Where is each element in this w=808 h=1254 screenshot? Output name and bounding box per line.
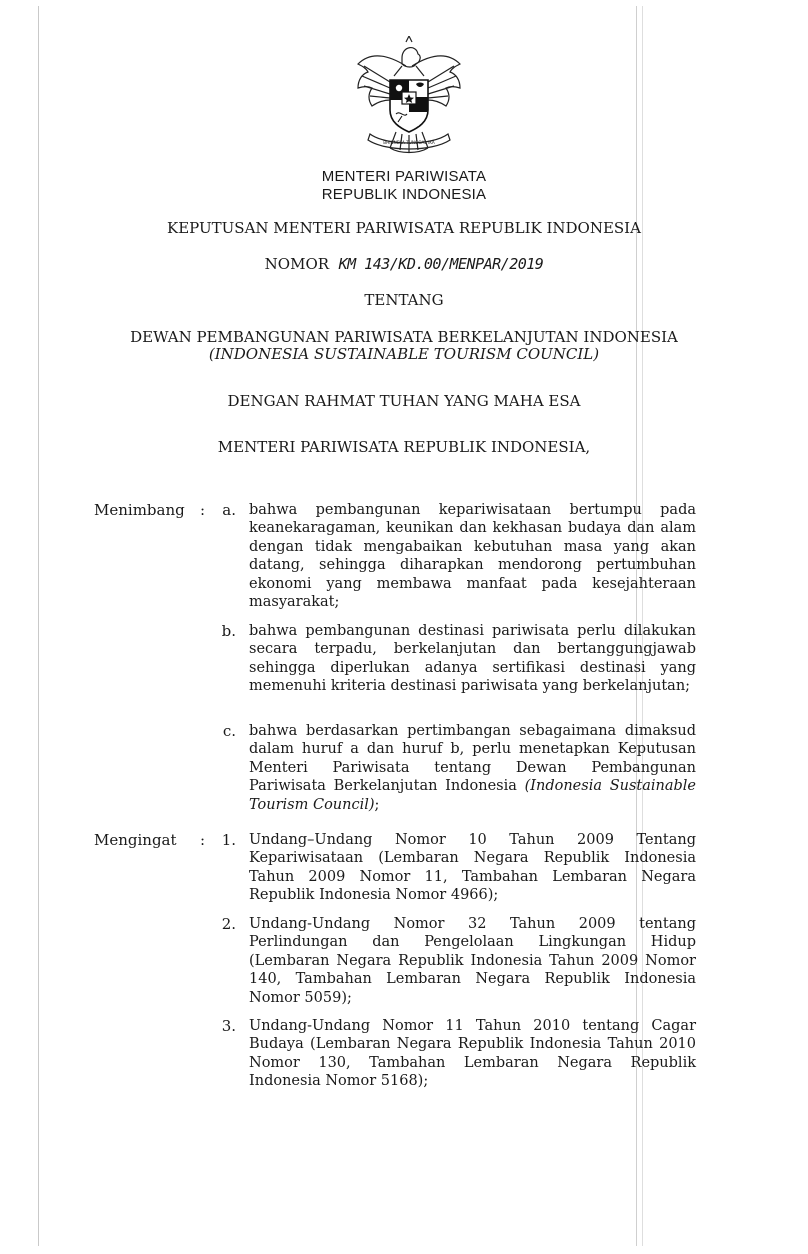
ministry-header [0, 168, 808, 204]
consideration-item-c-end: ; [374, 796, 380, 813]
blessing-line: DENGAN RAHMAT TUHAN YANG MAHA ESA [227, 392, 581, 410]
consideration-item-c-text: bahwa berdasarkan pertimbangan sebagaimana dimaksud dalam huruf a dan huruf b, perlu menetapkan Keputusan Menteri Pariwisata tentang Dewan Pembangunan Pariwisata Berkelanjutan Indonesia [249, 723, 696, 795]
legal-basis-item-3: Undang-Undang Nomor 11 Tahun 2010 tentang Cagar Budaya (Lembaran Negara Republik Indonesia Tahun 2010 Nomor 130, Tambahan Lembaran Negara Republik Indonesia Nomor 5168); [249, 1018, 696, 1090]
list-marker: 1. [221, 831, 236, 849]
garuda-pancasila-emblem-icon [350, 36, 468, 158]
decree-subject: DEWAN PEMBANGUNAN PARIWISATA BERKELANJUTAN INDONESIA [130, 328, 678, 346]
emblem-motto: BHINNEKA TUNGGAL IKA [383, 140, 435, 145]
list-marker: 3. [221, 1017, 236, 1035]
about-label: TENTANG [364, 291, 444, 309]
mengingat-colon: : [200, 831, 206, 849]
consideration-item-c-italic: (Indonesia Sustainable Tourism Council) [249, 778, 697, 813]
decree-number-handwritten: KM 143/KD.00/MENPAR/2019 [338, 255, 544, 273]
consideration-item-c [249, 722, 696, 814]
legal-basis-item-2: Undang-Undang Nomor 32 Tahun 2009 tentang Perlindungan dan Pengelolaan Lingkungan Hidup (Lembaran Negara Republik Indonesia Tahun 2009 Nomor 140, Tambahan Lembaran Negara Republik Indonesia Nomor 5059); [249, 916, 696, 1006]
list-marker: c. [222, 722, 236, 740]
decree-title: KEPUTUSAN MENTERI PARIWISATA REPUBLIK INDONESIA [167, 219, 641, 237]
menimbang-label: Menimbang [94, 501, 185, 519]
consideration-item-b: bahwa pembangunan destinasi pariwisata perlu dilakukan secara terpadu, berkelanjutan dan bertanggungjawab sehingga diperlukan adanya sertifikasi destinasi yang memenuhi kriteria destinasi pariwisata yang berkelanjutan; [249, 623, 696, 695]
issuer-line: MENTERI PARIWISATA REPUBLIK INDONESIA, [217, 438, 591, 456]
menimbang-colon: : [200, 501, 206, 519]
list-marker: a. [222, 501, 236, 519]
mengingat-label: Mengingat [94, 831, 177, 849]
consideration-item-a: bahwa pembangunan kepariwisataan bertumpu pada keanekaragaman, keunikan dan kekhasan budaya dan alam dengan tidak mengabaikan kebutuhan masa yang akan datang, sehingga diharapkan mendorong pertumbuhan ekonomi yang membawa manfaat pada kesejahteraan masyarakat; [249, 502, 696, 611]
decree-number-line [0, 255, 808, 273]
decree-number-label: NOMOR [264, 255, 330, 273]
republic-name: REPUBLIK INDONESIA [321, 186, 487, 203]
decree-subject-english: (INDONESIA SUSTAINABLE TOURISM COUNCIL) [208, 345, 600, 363]
list-marker: b. [221, 622, 236, 640]
ministry-name: MENTERI PARIWISATA [321, 168, 487, 185]
legal-basis-item-1: Undang–Undang Nomor 10 Tahun 2009 Tentang Kepariwisataan (Lembaran Negara Republik Indonesia Tahun 2009 Nomor 11, Tambahan Lembaran Negara Republik Indonesia Nomor 4966); [249, 832, 696, 904]
list-marker: 2. [221, 915, 236, 933]
